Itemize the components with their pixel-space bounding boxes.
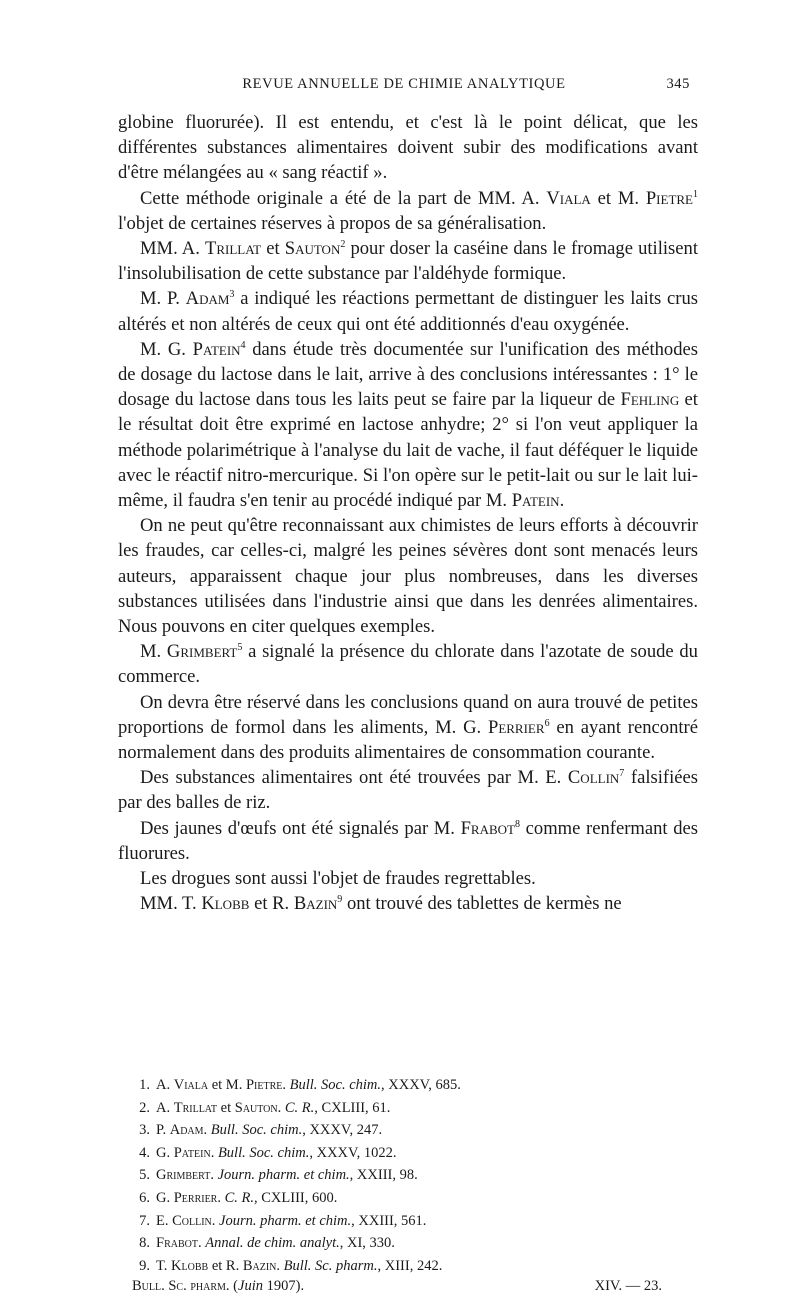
paragraph-6: On ne peut qu'être reconnaissant aux chimistes de leurs efforts à découvrir les fraudes, car celles-ci, malgré les peines sévères dont sont menacés leurs auteurs, apparaissent chaque jour plus nombreuses, dans les diverses substances utilisées dans l'industrie ainsi que dans les denrées alimentaires. Nous pouvons en citer quelques exemples.: [118, 515, 698, 638]
body-text: [118, 110, 698, 917]
footnote-ref: 6: [544, 717, 550, 729]
author-name: Grimbert: [166, 641, 238, 663]
author-name: Patein: [511, 490, 560, 512]
paragraph-8: On devra être réservé dans les conclusions quand on aura trouvé de petites proportions de formol dans les aliments, M. G. Perrier$^6$ en ayant rencontré normalement dans des produits alimentaires de consommation courante.: [118, 691, 698, 764]
footnote: 7. E. Collin. Journ. pharm. et chim., XXIII, 561.: [139, 1212, 427, 1229]
footnote: 9. T. Klobb et R. Bazin. Bull. Sc. pharm., XIII, 242.: [139, 1257, 443, 1274]
author-name: Klobb: [201, 893, 250, 915]
footer-citation: Bull. Sc. pharm. (Juin 1907).: [132, 1278, 305, 1294]
author-name: Fehling: [620, 389, 680, 411]
author-name: Frabot: [460, 817, 515, 839]
author-name: Sauton: [284, 238, 341, 260]
paragraph-3: MM. A. Trillat et Sauton$^2$ pour doser la caséine dans le fromage utilisent l'insolubilisation de cette substance par l'aldéhyde formique.: [118, 238, 698, 285]
author-name: Collin: [567, 767, 620, 789]
footer-signature: XIV. — 23.: [594, 1278, 662, 1294]
footnote-ref: 2: [340, 238, 346, 250]
page-number: 345: [666, 76, 690, 92]
paragraph-1: globine fluorurée). Il est entendu, et c'est là le point délicat, que les différentes substances alimentaires doivent subir des modifications avant d'être mélangées au « sang réactif ».: [118, 112, 698, 184]
paragraph-11: Les drogues sont aussi l'objet de fraudes regrettables.: [140, 868, 536, 890]
author-name: Patein: [192, 338, 241, 360]
footnote-ref: 7: [619, 768, 625, 780]
footnote: 5. Grimbert. Journ. pharm. et chim., XXIII, 98.: [139, 1167, 418, 1184]
paragraph-10: Des jaunes d'œufs ont été signalés par M. Frabot$^8$ comme renfermant des fluorures.: [118, 817, 698, 864]
footnote: 6. G. Perrier. C. R., CXLIII, 600.: [139, 1189, 338, 1206]
author-name: Perrier: [487, 716, 545, 738]
author-name: Pietre: [645, 187, 693, 209]
author-name: Trillat: [204, 238, 262, 260]
footnote: 2. A. Trillat et Sauton. C. R., CXLIII, 61.: [139, 1099, 391, 1116]
footnote-ref: 9: [337, 894, 343, 906]
footnote-ref: 4: [240, 339, 246, 351]
footnote-ref: 5: [237, 642, 243, 654]
author-name: Adam: [185, 288, 230, 310]
running-title: REVUE ANNUELLE DE CHIMIE ANALYTIQUE: [242, 76, 566, 92]
footnotes: [132, 1074, 692, 1277]
footnote: 3. P. Adam. Bull. Soc. chim., XXXV, 247.: [139, 1122, 383, 1139]
paragraph-2: Cette méthode originale a été de la part de MM. A. Viala et M. Pietre$^1$ l'objet de certaines réserves à propos de sa généralisation.: [118, 187, 698, 234]
paragraph-5: M. G. Patein$^4$ dans étude très documentée sur l'unification des méthodes de dosage du lactose dans le lait, arrive à des conclusions intéressantes : 1° le dosage du lactose dans tous les laits peut se faire par la liqueur de Fehling et le résultat doit être exprimé en lactose anhydre; 2° si l'on veut appliquer la méthode polarimétrique à l'analyse du lait de vache, il faut déféquer le liquide avec le réactif nitro-mercurique. Si l'on opère sur le petit-lait ou sur le lait lui-même, il faudra s'en tenir au procédé indiqué par M. Patein.: [118, 338, 698, 512]
running-header: [118, 76, 690, 98]
footnote: 8. Frabot. Annal. de chim. analyt., XI, 330.: [139, 1235, 395, 1252]
paragraph-9: Des substances alimentaires ont été trouvées par M. E. Collin$^7$ falsifiées par des balles de riz.: [118, 767, 698, 814]
footnote-ref: 8: [515, 818, 520, 830]
paragraph-7: M. Grimbert$^5$ a signalé la présence du chlorate dans l'azotate de soude du commerce.: [118, 641, 698, 688]
paragraph-4: M. P. Adam$^3$ a indiqué les réactions permettant de distinguer les laits crus altérés et non altérés de ceux qui ont été additionnés d'eau oxygénée.: [118, 288, 698, 335]
footnote-ref: 1: [693, 188, 698, 200]
paragraph-12: MM. T. Klobb et R. Bazin$^9$ ont trouvé des tablettes de kermès ne: [140, 893, 622, 915]
footnote: 1. A. Viala et M. Pietre. Bull. Soc. chim., XXXV, 685.: [139, 1077, 461, 1093]
author-name: Viala: [546, 187, 591, 209]
author-name: Bazin: [293, 893, 338, 915]
footnote: 4. G. Patein. Bull. Soc. chim., XXXV, 1022.: [139, 1144, 397, 1161]
footnote-ref: 3: [229, 289, 235, 301]
page-footer: [132, 1278, 662, 1302]
